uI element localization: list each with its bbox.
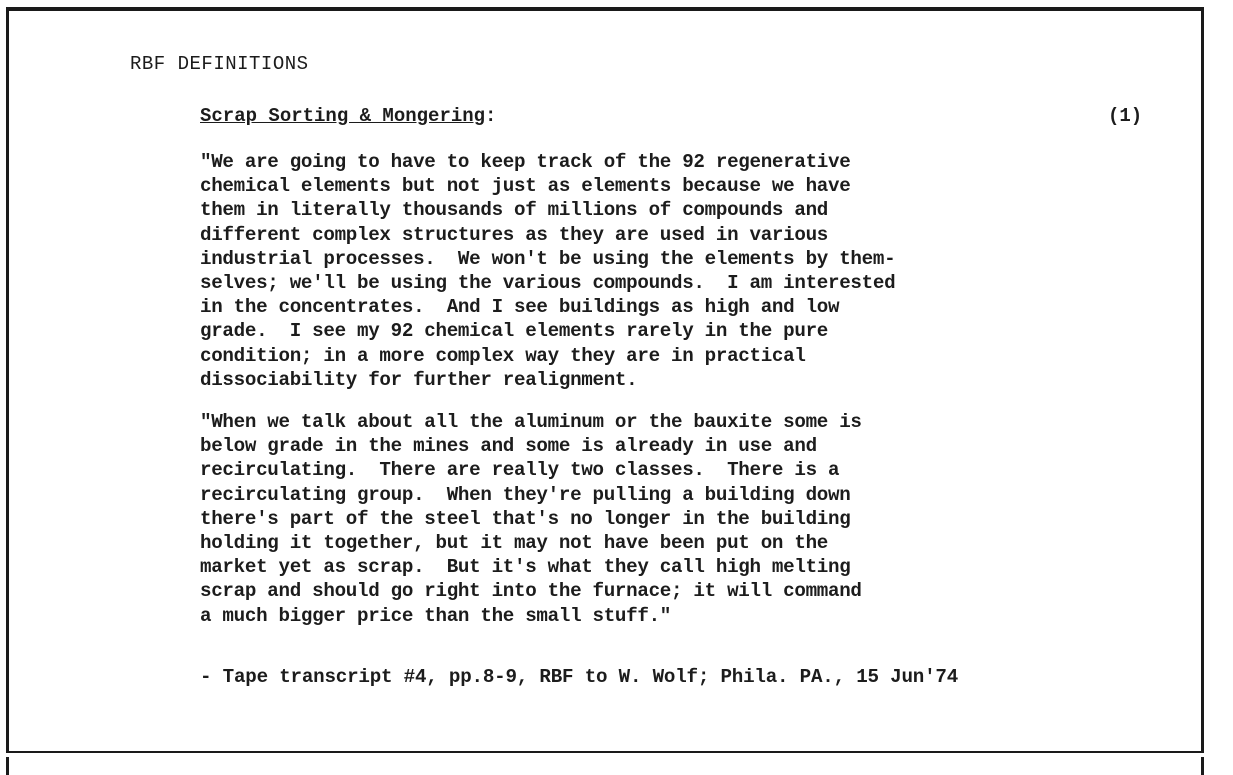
section-heading	[200, 105, 496, 127]
section-heading-text: Scrap Sorting & Mongering	[200, 105, 486, 127]
page-number: (1)	[1108, 105, 1143, 127]
card-bottom-rule	[6, 757, 1204, 775]
document-header-title: RBF DEFINITIONS	[130, 53, 309, 75]
quote-paragraph-2: "When we talk about all the aluminum or the bauxite some is below grade in the mines and some is already in use and recirculating. There are really two classes. There is a recirculating group. When they're pulling a building down there's part of the steel that's no longer in the building holding it together, but it may not have been put on the market yet as scrap. But it's what they call high melting scrap and should go right into the furnace; it will command a much bigger price than the small stuff."	[200, 411, 862, 627]
section-heading-colon: :	[485, 105, 497, 127]
source-citation: - Tape transcript #4, pp.8-9, RBF to W. Wolf; Phila. PA., 15 Jun'74	[200, 666, 959, 688]
quote-paragraph-1: "We are going to have to keep track of the 92 regenerative chemical elements but not just as elements because we have them in literally thousands of millions of compounds and different complex structures as they are used in various industrial processes. We won't be using the elements by them- selves; we'll be using the various compounds. I am interested in the concentrates. And I see buildings as high and low grade. I see my 92 chemical elements rarely in the pure condition; in a more complex way they are in practical dissociability for further realignment.	[200, 151, 896, 391]
